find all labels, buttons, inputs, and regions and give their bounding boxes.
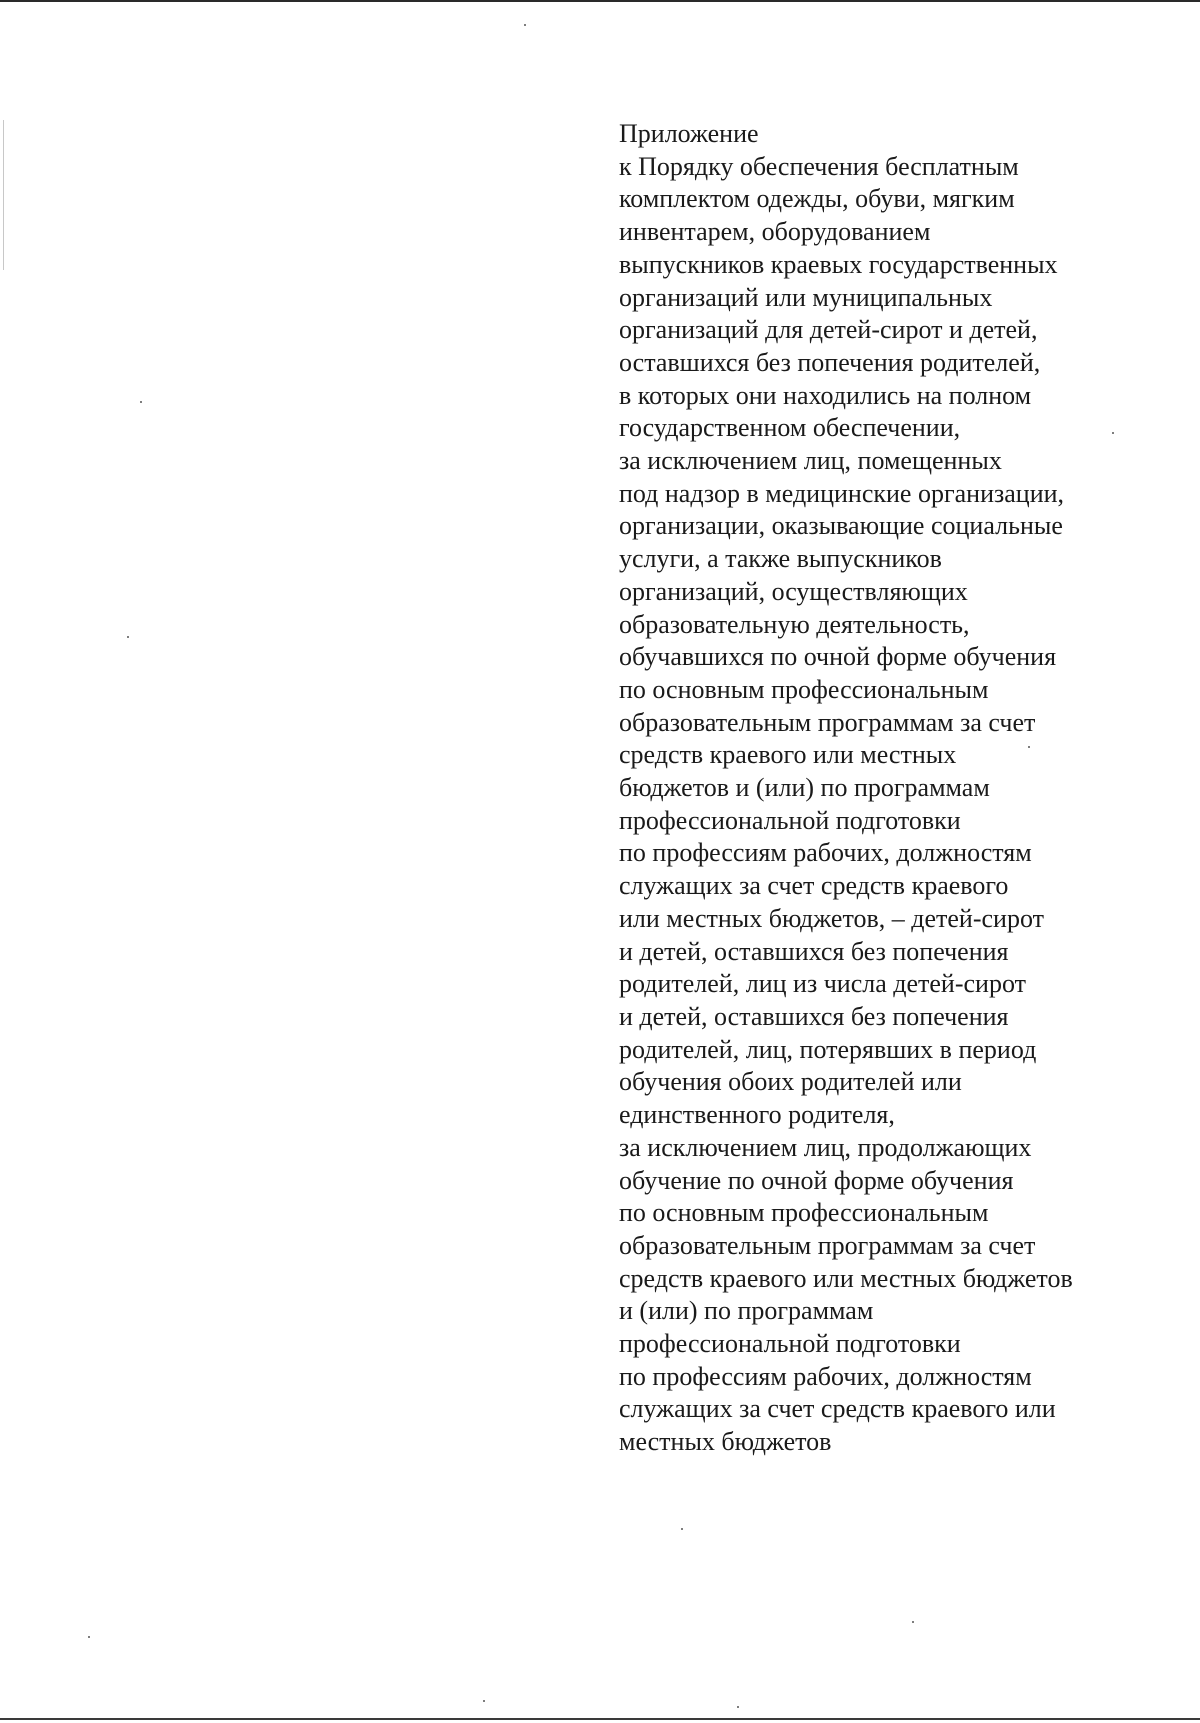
appendix-text-line: единственного родителя, — [619, 1100, 895, 1130]
appendix-text-line: организаций, осуществляющих — [619, 576, 968, 606]
scan-left-edge — [3, 120, 4, 270]
appendix-text-line: служащих за счет средств краевого или — [619, 1394, 1056, 1424]
appendix-text-line: к Порядку обеспечения бесплатным — [619, 151, 1019, 181]
appendix-text-line: под надзор в медицинские организации, — [619, 478, 1065, 508]
appendix-text — [619, 151, 1179, 1459]
appendix-text-line: родителей, лиц из числа детей-сирот — [619, 969, 1026, 999]
scan-speck — [140, 401, 142, 403]
appendix-text-line: образовательным программам за счет — [619, 707, 1036, 737]
appendix-text-line: комплектом одежды, обуви, мягким — [619, 184, 1015, 214]
scan-speck — [737, 1706, 739, 1708]
appendix-text-line: родителей, лиц, потерявших в период — [619, 1034, 1037, 1064]
appendix-text-line: бюджетов и (или) по программам — [619, 773, 990, 803]
scan-speck — [88, 1636, 90, 1638]
appendix-text-line: выпускников краевых государственных — [619, 249, 1058, 279]
scan-speck — [524, 24, 526, 26]
appendix-title: Приложение — [619, 119, 759, 148]
appendix-text-line: и (или) по программам — [619, 1296, 874, 1326]
appendix-text-line: организаций или муниципальных — [619, 282, 993, 312]
scan-speck — [127, 636, 129, 638]
scan-top-edge — [0, 0, 1200, 2]
appendix-text-line: служащих за счет средств краевого — [619, 871, 1009, 901]
appendix-text-line: местных бюджетов — [619, 1427, 832, 1457]
appendix-text-line: профессиональной подготовки — [619, 805, 961, 835]
appendix-text-line: за исключением лиц, помещенных — [619, 446, 1002, 476]
scan-speck — [483, 1700, 485, 1702]
appendix-text-line: средств краевого или местных бюджетов — [619, 1263, 1073, 1293]
appendix-text-line: и детей, оставшихся без попечения — [619, 936, 1009, 966]
appendix-text-line: инвентарем, оборудованием — [619, 217, 931, 247]
appendix-text-line: организации, оказывающие социальные — [619, 511, 1063, 541]
appendix-text-line: услуги, а также выпускников — [619, 544, 942, 574]
appendix-text-line: обучавшихся по очной форме обучения — [619, 642, 1057, 672]
appendix-text-line: средств краевого или местных — [619, 740, 957, 770]
appendix-text-line: по профессиям рабочих, должностям — [619, 1361, 1032, 1391]
appendix-text-line: в которых они находились на полном — [619, 380, 1032, 410]
scan-bottom-edge — [0, 1718, 1200, 1720]
appendix-text-line: и детей, оставшихся без попечения — [619, 1001, 1009, 1031]
appendix-header-block — [619, 118, 1179, 1459]
appendix-text-line: за исключением лиц, продолжающих — [619, 1132, 1032, 1162]
appendix-text-line: организаций для детей-сирот и детей, — [619, 315, 1038, 345]
appendix-text-line: оставшихся без попечения родителей, — [619, 347, 1041, 377]
appendix-text-line: образовательным программам за счет — [619, 1230, 1036, 1260]
appendix-text-line: по основным профессиональным — [619, 674, 989, 704]
scan-speck — [912, 1621, 914, 1623]
appendix-text-line: государственном обеспечении, — [619, 413, 961, 443]
appendix-text-line: обучение по очной форме обучения — [619, 1165, 1014, 1195]
appendix-text-line: образовательную деятельность, — [619, 609, 970, 639]
appendix-text-line: обучения обоих родителей или — [619, 1067, 962, 1097]
appendix-text-line: по профессиям рабочих, должностям — [619, 838, 1032, 868]
appendix-text-line: профессиональной подготовки — [619, 1329, 961, 1359]
appendix-text-line: по основным профессиональным — [619, 1198, 989, 1228]
scan-speck — [681, 1528, 683, 1530]
appendix-text-line: или местных бюджетов, – детей-сирот — [619, 903, 1044, 933]
